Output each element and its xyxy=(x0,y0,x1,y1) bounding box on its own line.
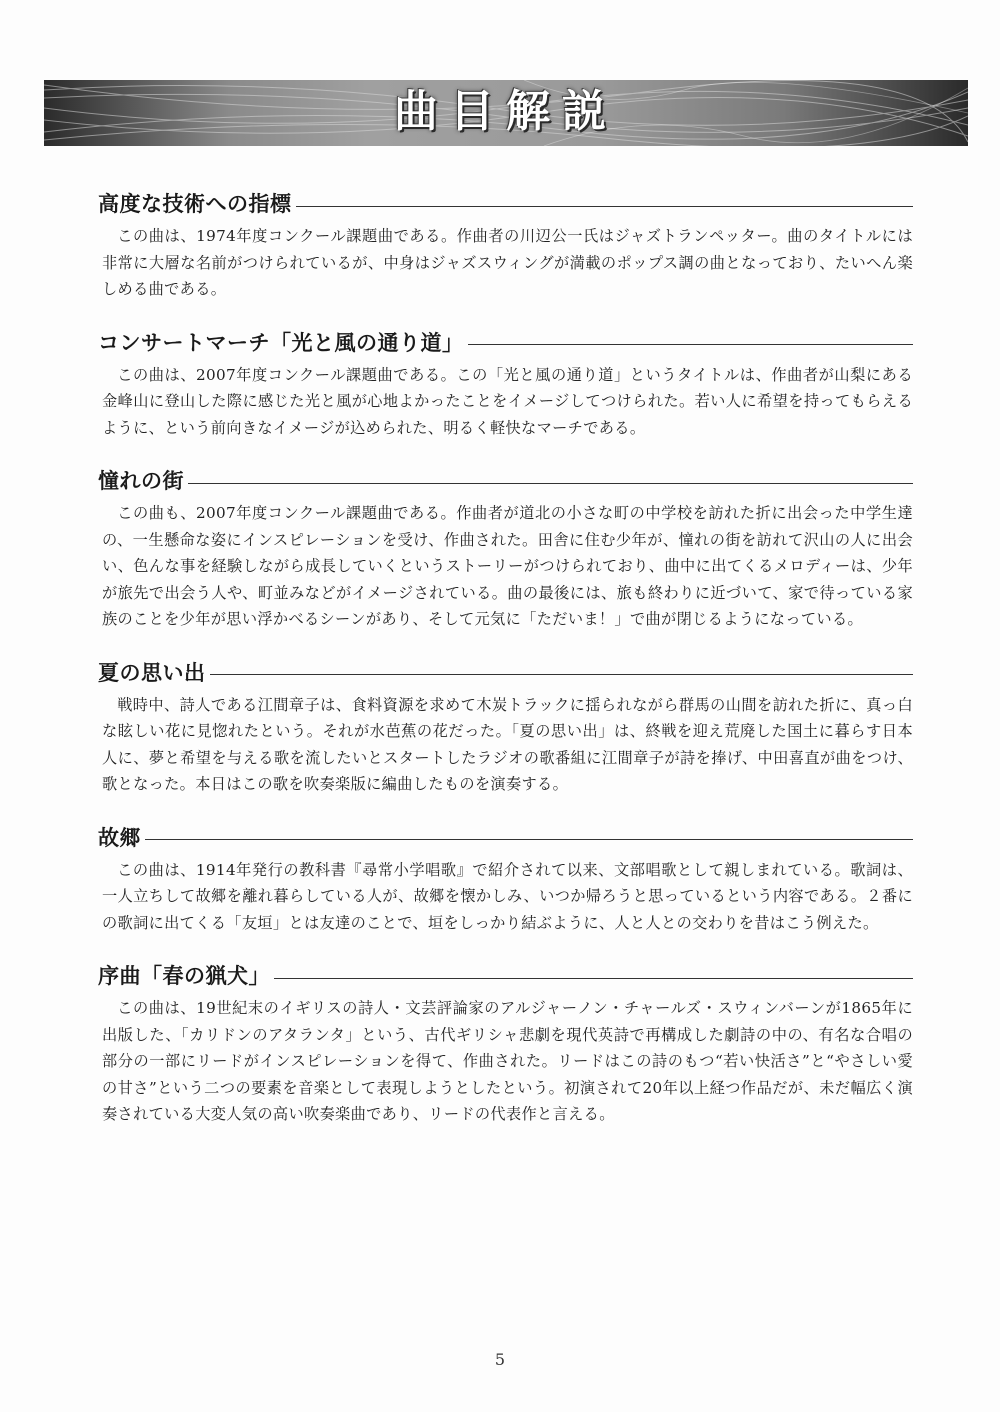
section-body: この曲も、2007年度コンクール課題曲である。作曲者が道北の小さな町の中学校を訪れた折に出会った中学生達の、一生懸命な姿にインスピレーションを受け、作曲された。田舎に住む少年が、憧れの街を訪れて沢山の人に出会い、色んな事を経験しながら成長していくというストーリーがつけられており、曲中に出てくるメロディーは、少年が旅先で出会う人や、町並みなどがイメージされている。曲の最後には、旅も終わりに近づいて、家で待っている家族のことを少年が思い浮かべるシーンがあり、そして元気に「ただいま！」で曲が閉じるようになっている。 xyxy=(102,504,913,628)
heading-rule xyxy=(188,483,913,484)
program-notes xyxy=(98,183,913,1147)
heading-rule xyxy=(210,674,914,675)
section-hikari-to-kaze xyxy=(98,322,913,442)
section-body: この曲は、1914年発行の教科書『尋常小学唱歌』で紹介されて以来、文部唱歌として親しまれている。歌詞は、一人立ちして故郷を離れ暮らしている人が、故郷を懐かしみ、いつか帰ろうと思っているという内容である。２番にの歌詞に出てくる「友垣」とは友達のことで、垣をしっかり結ぶように、人と人との交わりを昔はこう例えた。 xyxy=(102,860,913,932)
page-title: 曲目解説 xyxy=(394,86,618,137)
section-heading xyxy=(98,652,913,692)
section-haru-no-ryoken xyxy=(98,955,913,1128)
section-body: この曲は、2007年度コンクール課題曲である。この「光と風の通り道」というタイトルは、作曲者が山梨にある金峰山に登山した際に感じた光と風が心地よかったことをイメージしてつけられた。若い人に希望を持ってもらえるように、という前向きなイメージが込められた、明るく軽快なマーチである。 xyxy=(102,365,913,437)
section-body: 戦時中、詩人である江間章子は、食料資源を求めて木炭トラックに揺られながら群馬の山間を訪れた折に、真っ白な眩しい花に見惚れたという。それが水芭蕉の花だった。「夏の思い出」は、終戦を迎え荒廃した国土に暮らす日本人に、夢と希望を与える歌を流したいとスタートしたラジオの歌番組に江間章子が詩を捧げ、中田喜直が曲をつけ、歌となった。本日はこの歌を吹奏楽版に編曲したものを演奏する。 xyxy=(102,695,913,793)
heading-rule xyxy=(145,839,913,840)
page-number: 5 xyxy=(494,1350,506,1369)
section-natsu-no-omoide xyxy=(98,652,913,798)
section-body: この曲は、1974年度コンクール課題曲である。作曲者の川辺公一氏はジャズトランペッター。曲のタイトルには非常に大層な名前がつけられているが、中身はジャズスウィングが満載のポップス調の曲となっており、たいへん楽しめる曲である。 xyxy=(102,227,913,298)
heading-rule xyxy=(296,206,914,207)
section-shihyo xyxy=(98,183,913,303)
section-heading xyxy=(98,955,913,995)
section-heading xyxy=(98,817,913,857)
section-heading-text: 高度な技術への指標 xyxy=(98,192,292,216)
section-furusato xyxy=(98,817,913,937)
section-heading xyxy=(98,183,913,223)
section-heading-text: 夏の思い出 xyxy=(98,660,206,685)
section-heading xyxy=(98,460,913,500)
section-akogare-no-machi xyxy=(98,460,913,633)
section-heading xyxy=(98,322,913,362)
section-heading-text: 故郷 xyxy=(98,825,141,850)
heading-rule xyxy=(468,344,914,345)
section-body: この曲は、19世紀末のイギリスの詩人・文芸評論家のアルジャーノン・チャールズ・スウィンバーンが1865年に出版した、「カリドンのアタランタ」という、古代ギリシャ悲劇を現代英詩で再構成した劇詩の中の、有名な合唱の部分の一部にリードがインスピレーションを得て、作曲された。リードはこの詩のもつ“若い快活さ”と“やさしい愛の甘さ”という二つの要素を音楽として表現しようとしたという。初演されて20年以上経つ作品だが、未だ幅広く演奏されている大変人気の高い吹奏楽曲であり、リードの代表作と言える。 xyxy=(102,999,913,1123)
title-banner xyxy=(44,80,968,146)
section-heading-text: コンサートマーチ「光と風の通り道」 xyxy=(98,330,464,355)
heading-rule xyxy=(274,978,913,979)
section-heading-text: 憧れの街 xyxy=(98,469,184,493)
section-heading-text: 序曲「春の猟犬」 xyxy=(98,964,270,988)
